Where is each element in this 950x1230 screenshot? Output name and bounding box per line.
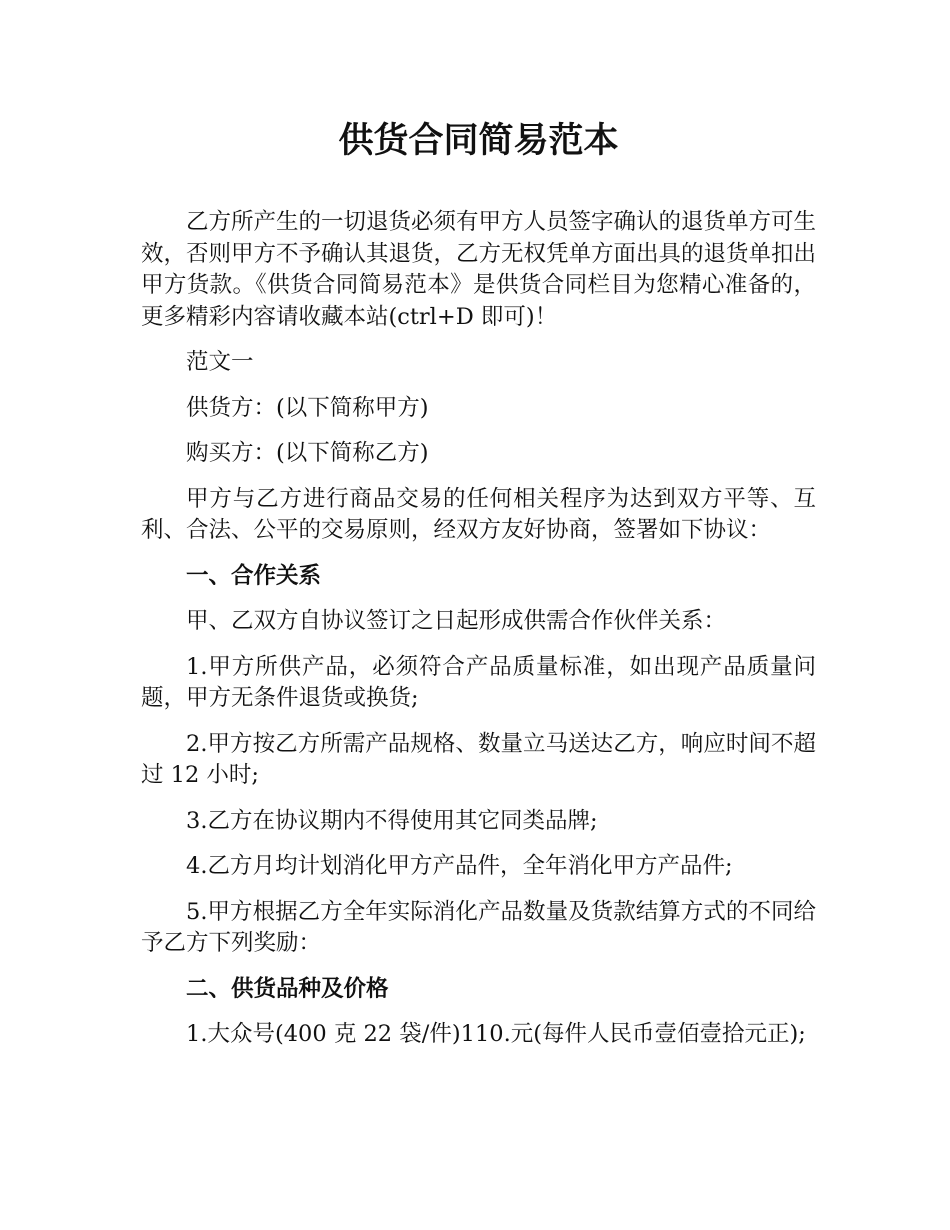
section-heading-cooperation: 一、合作关系 (186, 562, 322, 589)
agreement-preamble: 甲方与乙方进行商品交易的任何相关程序为达到双方平等、互利、合法、公平的交易原则，经双方友好协商，签署如下协议： (141, 485, 816, 543)
cooperation-intro: 甲、乙双方自协议签订之日起形成供需合作伙伴关系： (186, 608, 727, 634)
clause-3: 3.乙方在协议期内不得使用其它同类品牌; (186, 807, 598, 834)
supplier-line: 供货方：(以下简称甲方) (186, 394, 429, 421)
section-heading-products-prices: 二、供货品种及价格 (186, 975, 389, 1002)
clause-1: 1.甲方所供产品，必须符合产品质量标准，如出现产品质量问题，甲方无条件退货或换货; (141, 653, 816, 711)
intro-paragraph: 乙方所产生的一切退货必须有甲方人员签字确认的退货单方可生效，否则甲方不予确认其退货，乙方无权凭单方面出具的退货单扣出甲方货款。《供货合同简易范本》是供货合同栏目为您精心准备的，更多精彩内容请收藏本站(ctrl+D 即可)！ (141, 209, 817, 330)
document-title: 供货合同简易范本 (338, 121, 619, 161)
price-item-1: 1.大众号(400 克 22 袋/件)110.元(每件人民币壹佰壹拾元正); (186, 1021, 806, 1047)
clause-4: 4.乙方月均计划消化甲方产品件，全年消化甲方产品件; (186, 853, 733, 879)
clause-5: 5.甲方根据乙方全年实际消化产品数量及货款结算方式的不同给予乙方下列奖励： (141, 898, 816, 956)
buyer-line: 购买方：(以下简称乙方) (186, 440, 429, 466)
sample-label: 范文一 (186, 349, 254, 375)
clause-2: 2.甲方按乙方所需产品规格、数量立马送达乙方，响应时间不超过 12 小时; (141, 730, 816, 788)
document-page (141, 115, 816, 1065)
